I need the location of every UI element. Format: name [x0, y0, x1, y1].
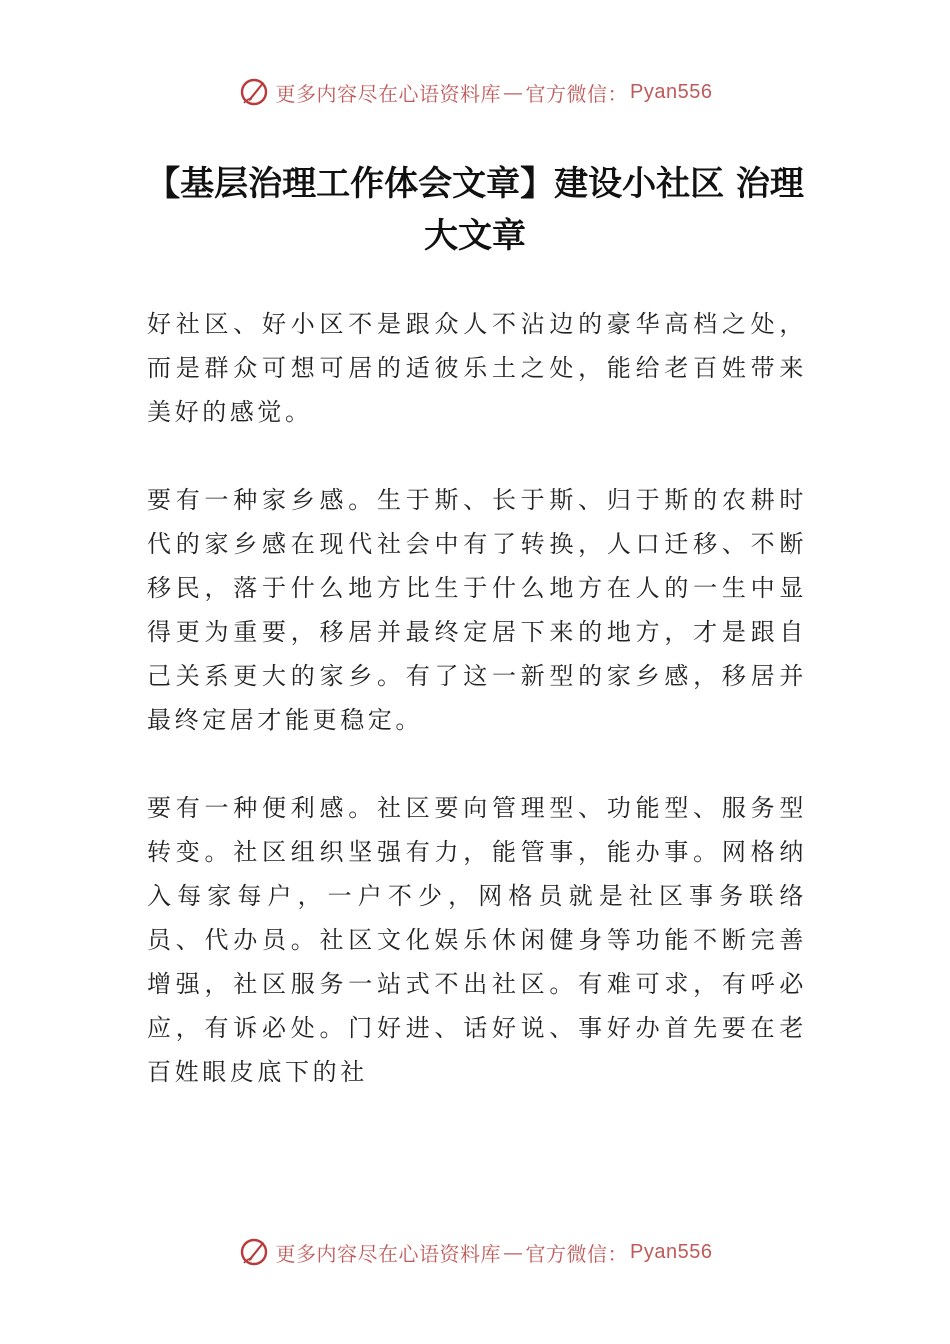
footer-banner: [0, 1232, 950, 1272]
banner-wechat-id: Pyan556: [630, 80, 713, 103]
document-title: 【基层治理工作体会文章】建设小社区 治理大文章: [146, 164, 804, 256]
banner-dash: —: [503, 1240, 524, 1264]
banner-promo-text: 更多内容尽在心语资料库: [275, 81, 502, 106]
banner-promo-text: 更多内容尽在心语资料库: [275, 1241, 502, 1266]
banner-wechat-label: 官方微信：: [525, 1241, 629, 1266]
paragraph-2: 要有一种家乡感。生于斯、长于斯、归于斯的农耕时代的家乡感在现代社会中有了转换，人口迁移、不断移民，落于什么地方比生于什么地方在人的一生中显得更为重要，移居并最终定居下来的地方，才是跟自己关系更大的家乡。有了这一新型的家乡感，移居并最终定居才能更稳定。: [147, 486, 807, 734]
banner-wechat-label: 官方微信：: [525, 81, 629, 106]
header-banner: [0, 72, 950, 112]
quill-pen-logo-icon: [238, 76, 270, 108]
quill-pen-logo-icon: [238, 1236, 270, 1268]
banner-wechat-id: Pyan556: [630, 1240, 713, 1263]
document-body: [147, 302, 807, 1138]
paragraph-3: 要有一种便利感。社区要向管理型、功能型、服务型转变。社区组织坚强有力，能管事，能办事。网格纳入每家每户，一户不少，网格员就是社区事务联络员、代办员。社区文化娱乐休闲健身等功能不断完善增强，社区服务一站式不出社区。有难可求，有呼必应，有诉必处。门好进、话好说、事好办首先要在老百姓眼皮底下的社: [147, 794, 807, 1086]
banner-dash: —: [503, 80, 524, 104]
paragraph-1: 好社区、好小区不是跟众人不沾边的豪华高档之处，而是群众可想可居的适彼乐土之处，能给老百姓带来美好的感觉。: [147, 310, 807, 426]
